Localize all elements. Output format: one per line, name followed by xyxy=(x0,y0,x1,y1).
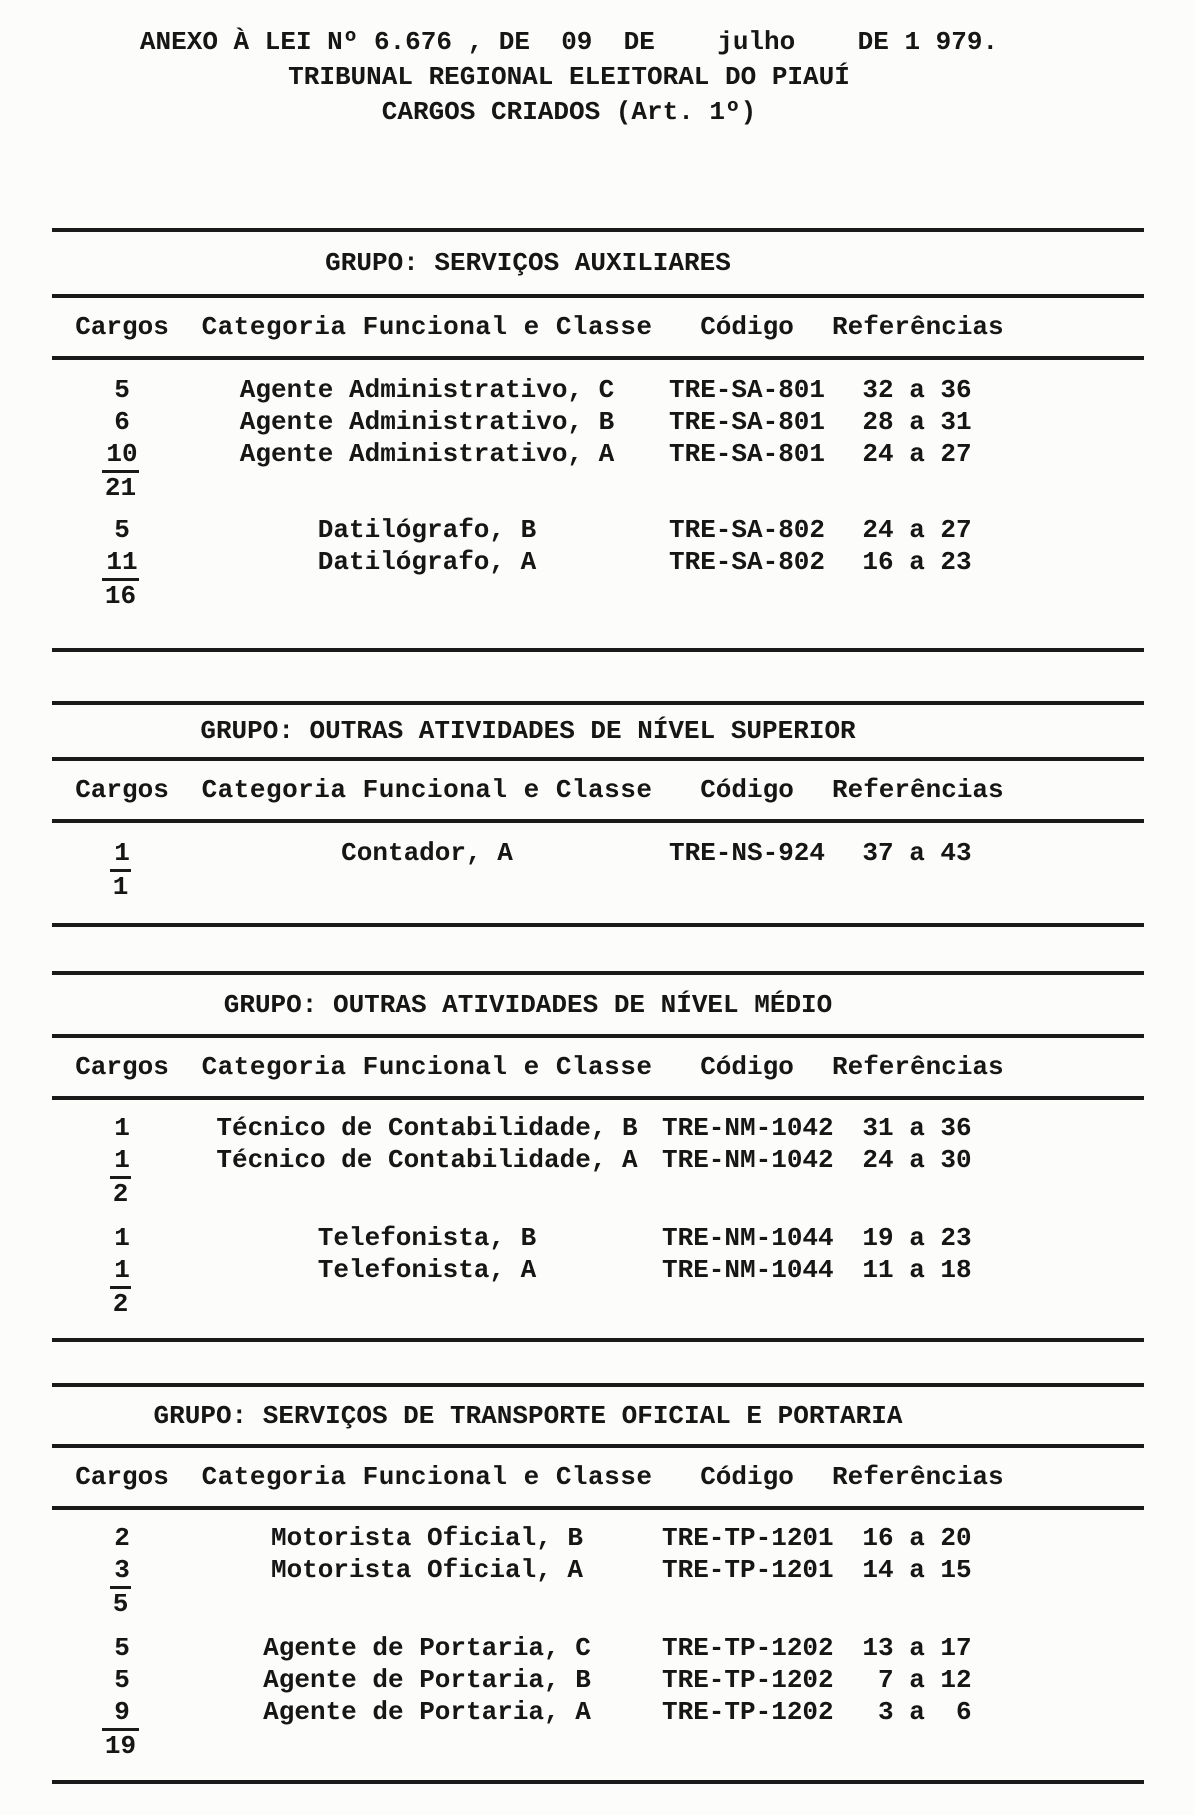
cell-categoria: Técnico de Contabilidade, B xyxy=(216,1113,638,1143)
cell-categoria: Motorista Oficial, A xyxy=(270,1555,584,1585)
cell-referencias: 14 a 15 xyxy=(862,1555,972,1585)
table-row xyxy=(52,837,1144,869)
cell-codigo: TRE-TP-1201 xyxy=(662,1555,834,1585)
subtotal-cargos xyxy=(52,1286,192,1319)
cell-referencias: 19 a 23 xyxy=(862,1223,972,1253)
table-row xyxy=(52,1664,1144,1696)
group-title: GRUPO: OUTRAS ATIVIDADES DE NÍVEL MÉDIO xyxy=(223,989,833,1020)
cell-codigo: TRE-TP-1202 xyxy=(662,1697,834,1727)
spacer xyxy=(52,823,1144,837)
cell-categoria: Técnico de Contabilidade, A xyxy=(216,1145,638,1175)
table-row xyxy=(52,1632,1144,1664)
cell-cargos: 2 xyxy=(114,1523,130,1553)
column-header-categoria: Categoria Funcional e Classe xyxy=(201,1052,653,1082)
subtotal-cargos xyxy=(52,1176,192,1209)
group-title: GRUPO: SERVIÇOS DE TRANSPORTE OFICIAL E PORTARIA xyxy=(153,1400,903,1431)
subtotal-row xyxy=(52,1586,1144,1618)
subtotal-value: 2 xyxy=(110,1176,132,1209)
cell-cargos: 5 xyxy=(114,375,130,405)
cell-categoria: Agente Administrativo, C xyxy=(239,375,615,405)
table-row xyxy=(52,374,1144,406)
table-row xyxy=(52,1522,1144,1554)
column-header-cargos: Cargos xyxy=(75,1052,169,1082)
subtotal-cargos xyxy=(52,470,192,503)
spacer xyxy=(52,1208,1144,1222)
court-name: TRIBUNAL REGIONAL ELEITORAL DO PIAUÍ xyxy=(288,62,850,92)
group-title: GRUPO: SERVIÇOS AUXILIARES xyxy=(325,248,731,278)
cell-cargos: 5 xyxy=(114,515,130,545)
cell-categoria: Agente de Portaria, A xyxy=(263,1697,591,1727)
table-row xyxy=(52,514,1144,546)
cell-categoria: Datilógrafo, B xyxy=(317,515,537,545)
cell-referencias: 24 a 27 xyxy=(862,439,972,469)
cell-referencias: 24 a 27 xyxy=(862,515,972,545)
cell-categoria: Telefonista, B xyxy=(317,1223,537,1253)
cell-cargos: 1 xyxy=(114,838,130,868)
table-column-header xyxy=(52,1038,1144,1096)
cell-categoria: Agente Administrativo, A xyxy=(239,439,615,469)
column-header-referencias: Referências xyxy=(832,1462,1004,1492)
cell-referencias: 32 a 36 xyxy=(862,375,972,405)
column-header-referencias: Referências xyxy=(832,312,1004,342)
group-section-servicos-auxiliares xyxy=(52,228,1144,652)
cell-referencias: 3 a 6 xyxy=(862,1697,972,1727)
cell-categoria: Agente de Portaria, B xyxy=(263,1665,591,1695)
subtotal-row xyxy=(52,1286,1144,1318)
subtotal-row xyxy=(52,470,1144,502)
subtotal-value: 21 xyxy=(102,470,139,503)
subtotal-value: 19 xyxy=(102,1728,139,1761)
table-row xyxy=(52,1254,1144,1286)
subtotal-row xyxy=(52,578,1144,610)
cell-cargos: 1 xyxy=(114,1255,130,1285)
column-header-cargos: Cargos xyxy=(75,312,169,342)
subtotal-cargos xyxy=(52,869,192,902)
cell-cargos: 1 xyxy=(114,1145,130,1175)
group-section-transporte-portaria xyxy=(52,1383,1144,1784)
cell-referencias: 37 a 43 xyxy=(862,838,972,868)
cell-codigo: TRE-NM-1044 xyxy=(662,1255,834,1285)
cell-cargos: 9 xyxy=(114,1697,130,1727)
cell-categoria: Datilógrafo, A xyxy=(317,547,537,577)
cell-cargos: 3 xyxy=(114,1555,130,1585)
cell-codigo: TRE-SA-801 xyxy=(668,407,826,437)
column-header-categoria: Categoria Funcional e Classe xyxy=(201,1462,653,1492)
spacer xyxy=(52,1618,1144,1632)
cell-codigo: TRE-NM-1042 xyxy=(662,1113,834,1143)
cell-codigo: TRE-NS-924 xyxy=(668,838,826,868)
cell-referencias: 11 a 18 xyxy=(862,1255,972,1285)
cell-cargos: 5 xyxy=(114,1665,130,1695)
column-header-categoria: Categoria Funcional e Classe xyxy=(201,312,653,342)
cell-categoria: Motorista Oficial, B xyxy=(270,1523,584,1553)
subtotal-row xyxy=(52,869,1144,901)
cell-referencias: 24 a 30 xyxy=(862,1145,972,1175)
spacer xyxy=(52,502,1144,514)
subtotal-value: 5 xyxy=(110,1586,132,1619)
subtotal-value: 1 xyxy=(110,869,132,902)
table-row xyxy=(52,1554,1144,1586)
column-header-codigo: Código xyxy=(700,775,794,805)
column-header-referencias: Referências xyxy=(832,775,1004,805)
subtotal-value: 16 xyxy=(102,578,139,611)
cell-codigo: TRE-SA-801 xyxy=(668,439,826,469)
cell-cargos: 10 xyxy=(106,439,138,469)
column-header-cargos: Cargos xyxy=(75,775,169,805)
spacer xyxy=(52,1100,1144,1112)
cell-referencias: 28 a 31 xyxy=(862,407,972,437)
subtotal-cargos xyxy=(52,578,192,611)
cell-codigo: TRE-TP-1202 xyxy=(662,1665,834,1695)
cell-codigo: TRE-SA-801 xyxy=(668,375,826,405)
table-row xyxy=(52,438,1144,470)
table-column-header xyxy=(52,761,1144,819)
subtotal-value: 2 xyxy=(110,1286,132,1319)
cell-cargos: 6 xyxy=(114,407,130,437)
cell-categoria: Agente de Portaria, C xyxy=(263,1633,591,1663)
subtotal-row xyxy=(52,1176,1144,1208)
cell-referencias: 31 a 36 xyxy=(862,1113,972,1143)
annex-law-title: ANEXO À LEI Nº 6.676 , DE 09 DE julho DE 1 979. xyxy=(139,27,999,57)
cell-referencias: 16 a 20 xyxy=(862,1523,972,1553)
cell-referencias: 16 a 23 xyxy=(862,547,972,577)
table-row xyxy=(52,1144,1144,1176)
spacer xyxy=(52,360,1144,374)
table-column-header xyxy=(52,298,1144,356)
column-header-referencias: Referências xyxy=(832,1052,1004,1082)
group-section-nivel-medio xyxy=(52,971,1144,1342)
document-subtitle: CARGOS CRIADOS (Art. 1º) xyxy=(381,97,757,127)
column-header-codigo: Código xyxy=(700,1052,794,1082)
table-row xyxy=(52,406,1144,438)
subtotal-cargos xyxy=(52,1728,192,1761)
document-header xyxy=(0,26,1194,129)
cell-referencias: 13 a 17 xyxy=(862,1633,972,1663)
cell-codigo: TRE-NM-1044 xyxy=(662,1223,834,1253)
table-row xyxy=(52,1112,1144,1144)
column-header-cargos: Cargos xyxy=(75,1462,169,1492)
cell-codigo: TRE-TP-1201 xyxy=(662,1523,834,1553)
cell-referencias: 7 a 12 xyxy=(862,1665,972,1695)
cell-categoria: Contador, A xyxy=(341,838,513,868)
cell-cargos: 1 xyxy=(114,1223,130,1253)
column-header-codigo: Código xyxy=(700,1462,794,1492)
table-column-header xyxy=(52,1448,1144,1506)
group-title: GRUPO: OUTRAS ATIVIDADES DE NÍVEL SUPERIOR xyxy=(200,716,856,746)
subtotal-row xyxy=(52,1728,1144,1760)
group-section-nivel-superior xyxy=(52,701,1144,927)
cell-cargos: 5 xyxy=(114,1633,130,1663)
cell-categoria: Agente Administrativo, B xyxy=(239,407,615,437)
table-row xyxy=(52,1696,1144,1728)
subtotal-cargos xyxy=(52,1586,192,1619)
table-row xyxy=(52,1222,1144,1254)
cell-codigo: TRE-NM-1042 xyxy=(662,1145,834,1175)
cell-codigo: TRE-SA-802 xyxy=(668,547,826,577)
column-header-codigo: Código xyxy=(700,312,794,342)
cell-codigo: TRE-SA-802 xyxy=(668,515,826,545)
cell-codigo: TRE-TP-1202 xyxy=(662,1633,834,1663)
spacer xyxy=(52,1510,1144,1522)
cell-categoria: Telefonista, A xyxy=(317,1255,537,1285)
cell-cargos: 11 xyxy=(106,547,138,577)
cell-cargos: 1 xyxy=(114,1113,130,1143)
column-header-categoria: Categoria Funcional e Classe xyxy=(201,775,653,805)
table-row xyxy=(52,546,1144,578)
